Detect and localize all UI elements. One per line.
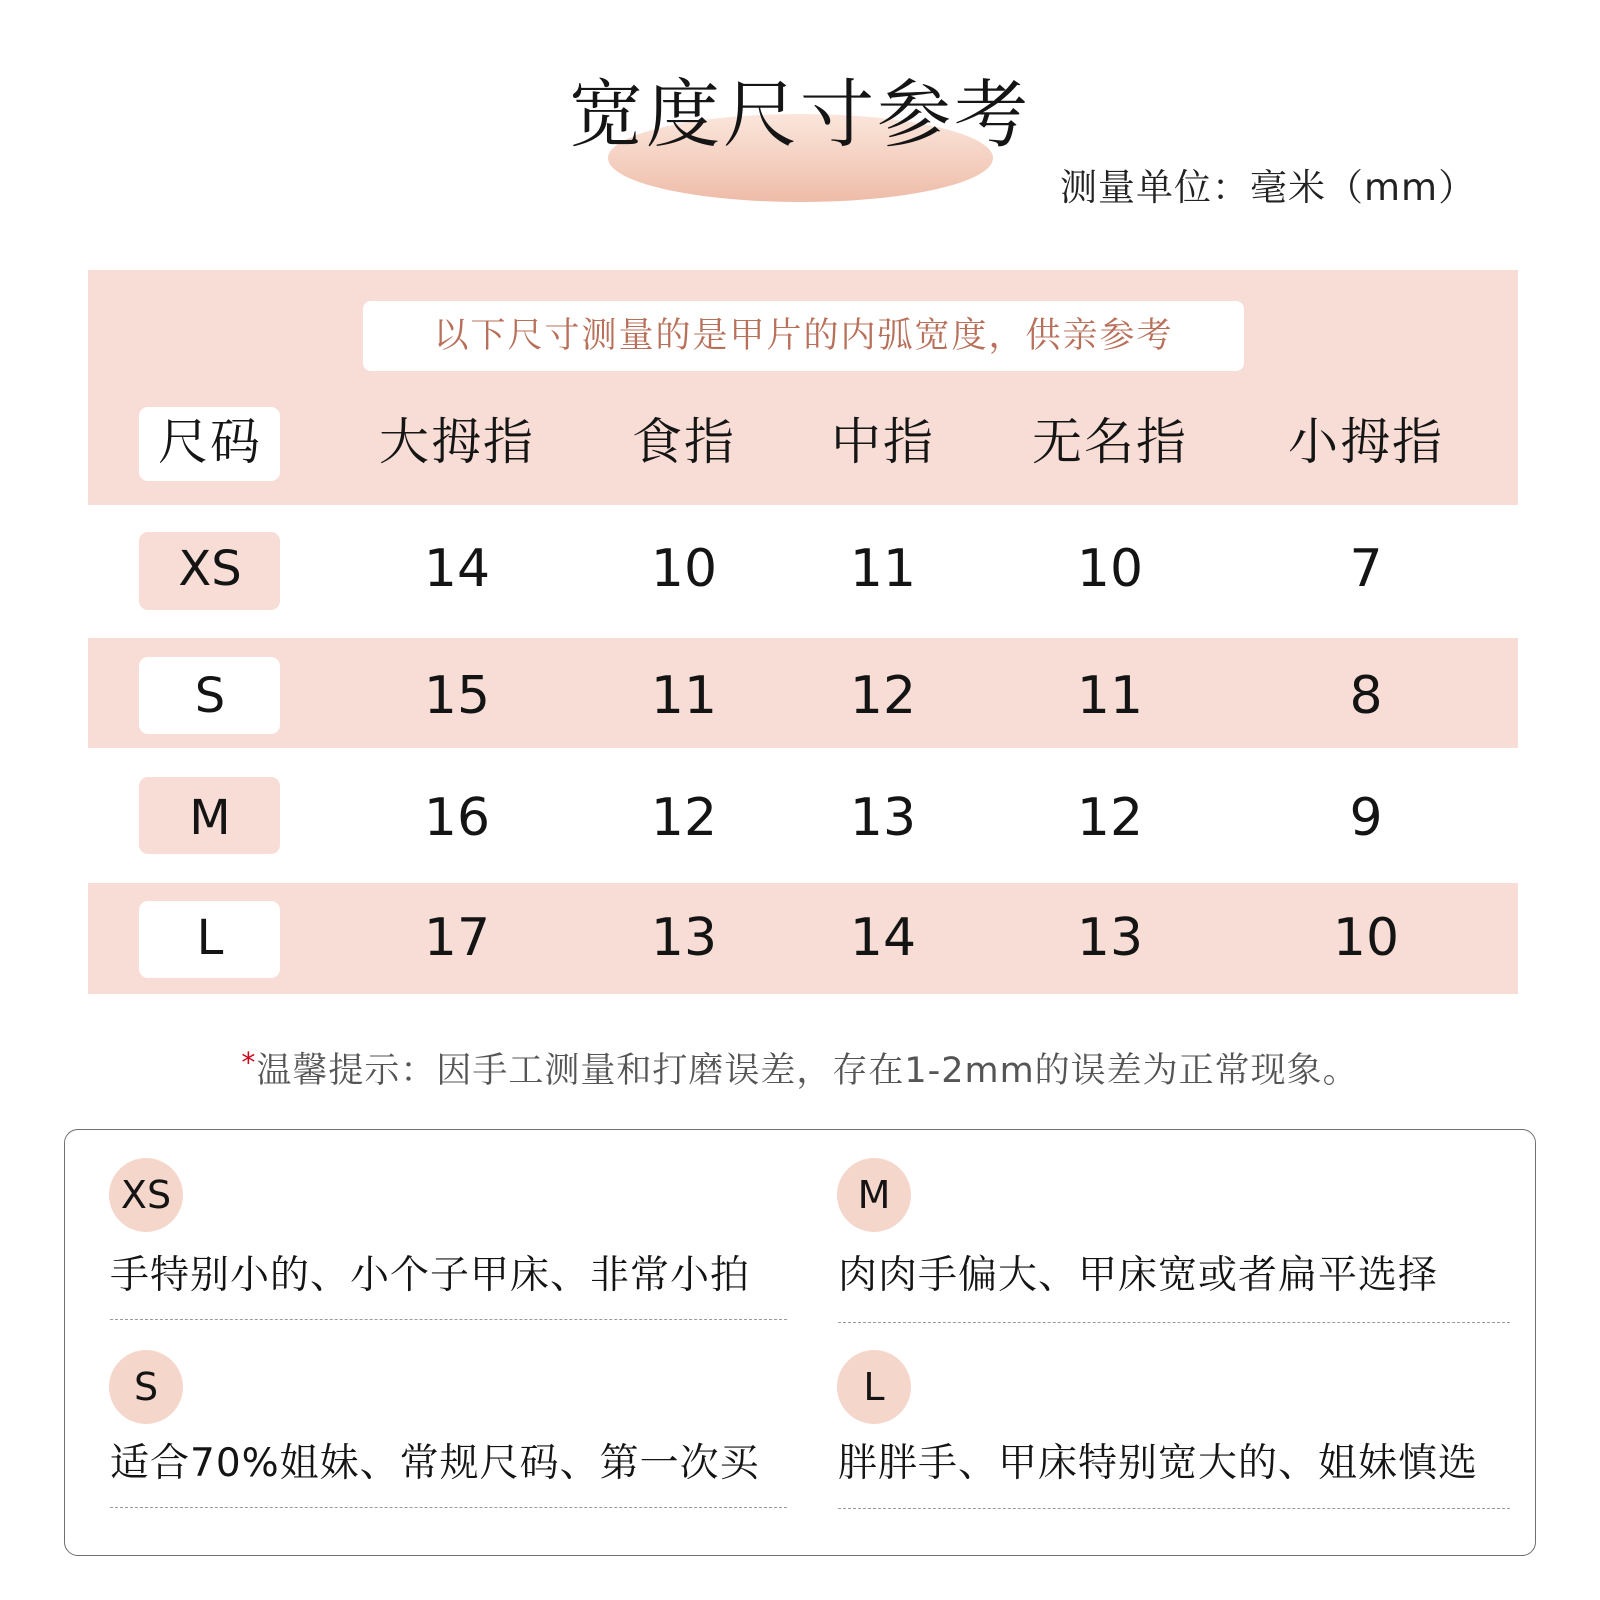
tip-text: 温馨提示：因手工测量和打磨误差，存在1-2mm的误差为正常现象。 <box>256 1051 1359 1091</box>
size-desc-l: 胖胖手、甲床特别宽大的、姐妹慎选 <box>838 1441 1479 1486</box>
cell-middle-finger: 14 <box>849 908 917 968</box>
size-badge-s: S <box>109 1350 183 1424</box>
cell-index-finger: 12 <box>650 788 718 848</box>
cell-index-finger: 11 <box>650 666 718 726</box>
cell-index-finger: 13 <box>650 908 718 968</box>
size-label: S <box>194 668 226 724</box>
table-note: 以下尺寸测量的是甲片的内弧宽度，供亲参考 <box>363 301 1244 371</box>
cell-little-finger: 10 <box>1332 908 1400 968</box>
cell-middle-finger: 12 <box>849 666 917 726</box>
dashed-divider <box>110 1319 787 1320</box>
cell-ring-finger: 13 <box>1076 908 1144 968</box>
dashed-divider <box>838 1322 1510 1323</box>
cell-middle-finger: 13 <box>849 788 917 848</box>
size-label: L <box>196 910 224 966</box>
size-label: M <box>189 790 231 846</box>
cell-thumb: 16 <box>423 788 491 848</box>
asterisk-icon: * <box>241 1046 257 1079</box>
dashed-divider <box>110 1507 787 1508</box>
header-middle-finger: 中指 <box>831 413 935 471</box>
header-size: 尺码 <box>158 413 262 471</box>
cell-thumb: 14 <box>423 539 491 599</box>
warm-tip <box>0 1038 1600 1091</box>
header-ring-finger: 无名指 <box>1032 413 1188 471</box>
dashed-divider <box>838 1508 1510 1509</box>
cell-thumb: 17 <box>423 908 491 968</box>
size-badge-m: M <box>837 1158 911 1232</box>
size-badge-xs: XS <box>109 1158 183 1232</box>
cell-ring-finger: 12 <box>1076 788 1144 848</box>
size-desc-xs: 手特别小的、小个子甲床、非常小拍 <box>110 1253 751 1298</box>
cell-index-finger: 10 <box>650 539 718 599</box>
cell-middle-finger: 11 <box>849 539 917 599</box>
cell-little-finger: 7 <box>1349 539 1383 599</box>
cell-ring-finger: 11 <box>1076 666 1144 726</box>
cell-little-finger: 8 <box>1349 666 1383 726</box>
page-title: 宽度尺寸参考 <box>569 72 1031 158</box>
size-label: XS <box>178 541 242 597</box>
size-badge-l: L <box>837 1350 911 1424</box>
cell-ring-finger: 10 <box>1076 539 1144 599</box>
size-desc-s: 适合70%姐妹、常规尺码、第一次买 <box>110 1441 760 1486</box>
size-desc-m: 肉肉手偏大、甲床宽或者扁平选择 <box>838 1253 1439 1298</box>
cell-thumb: 15 <box>423 666 491 726</box>
cell-little-finger: 9 <box>1349 788 1383 848</box>
measurement-unit-label: 测量单位：毫米（mm） <box>1060 166 1477 209</box>
header-thumb: 大拇指 <box>379 413 535 471</box>
header-index-finger: 食指 <box>632 413 736 471</box>
header-little-finger: 小拇指 <box>1288 413 1444 471</box>
